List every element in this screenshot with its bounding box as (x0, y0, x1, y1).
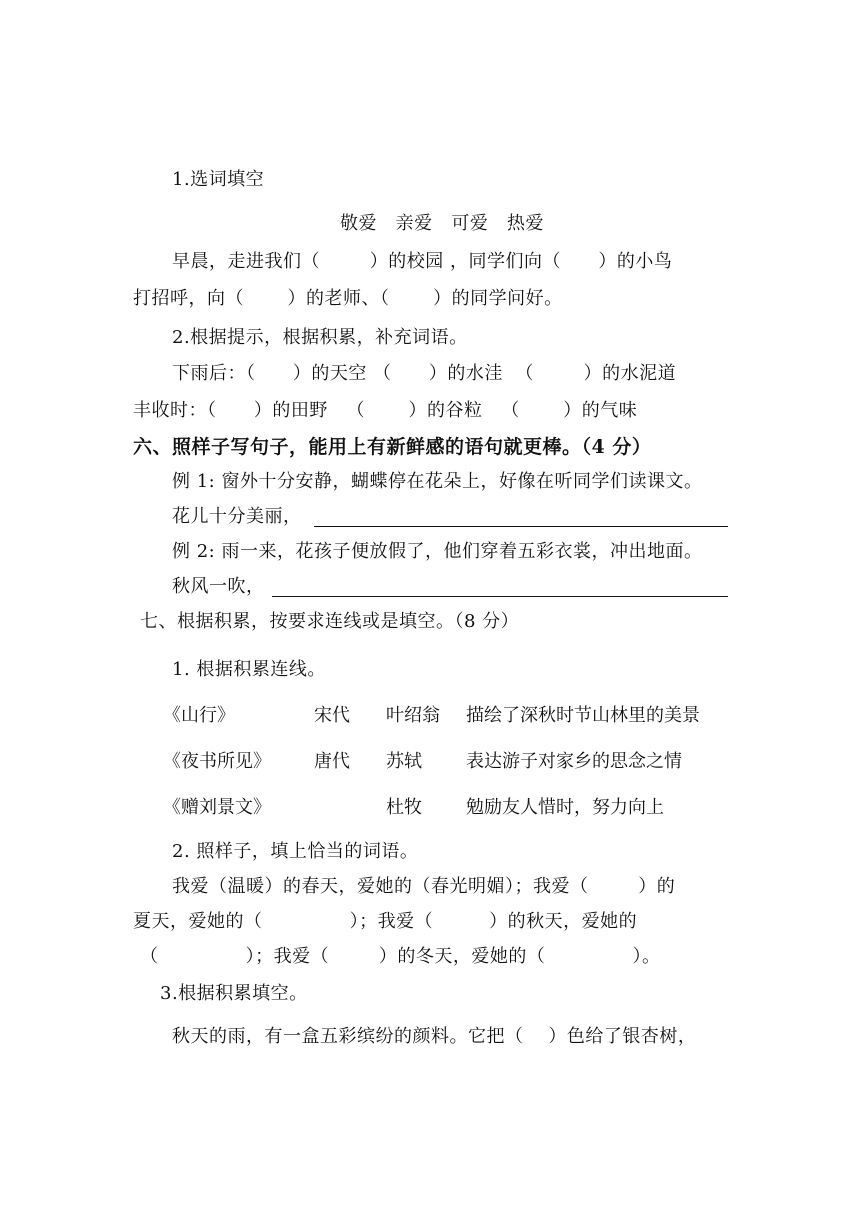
example-2: 例 2: 雨一来，花孩子便放假了，他们穿着五彩衣裳，冲出地面。 (172, 541, 703, 562)
section-7-heading: 七、根据积累，按要求连线或是填空。（8 分） (140, 611, 520, 632)
poem-description[interactable]: 勉励友人惜时，努力向上 (466, 797, 664, 818)
s7-q2-line-1: 我爱（温暖）的春天，爱她的（春光明媚）；我爱（ ）的 (172, 876, 676, 897)
answer-line-1[interactable] (314, 526, 728, 527)
s7-q3-line-1: 秋天的雨，有一盒五彩缤纷的颜料。它把（ ）色给了银杏树， (172, 1026, 697, 1047)
prompt-1: 花儿十分美丽， (172, 506, 302, 527)
section-6-heading: 六、照样子写句子，能用上有新鲜感的语句就更棒。（4 分） (133, 436, 652, 458)
s7-q2-line-2: 夏天，爱她的（ ）；我爱（ ）的秋天，爱她的 (133, 911, 638, 932)
q2-line-1: 下雨后：（ ）的天空 （ ）的水洼 （ ）的水泥道 (172, 363, 677, 384)
prompt-2: 秋风一吹， (172, 576, 265, 597)
answer-line-2[interactable] (272, 596, 728, 597)
poem-description[interactable]: 表达游子对家乡的思念之情 (466, 751, 682, 772)
poem-title[interactable]: 《赠刘景文》 (163, 797, 271, 818)
s7-q2-line-3: （ ）；我爱（ ）的冬天，爱她的（ ）。 (140, 946, 661, 967)
example-1: 例 1: 窗外十分安静，蝴蝶停在花朵上，好像在听同学们读课文。 (172, 471, 703, 492)
poem-title[interactable]: 《夜书所见》 (163, 751, 271, 772)
poem-description[interactable]: 描绘了深秋时节山林里的美景 (466, 705, 700, 726)
q2-line-2: 丰收时：（ ）的田野 （ ）的谷粒 （ ）的气味 (133, 400, 638, 421)
poem-author[interactable]: 杜牧 (386, 797, 422, 818)
s7-q2-title: 2. 照样子，填上恰当的词语。 (172, 841, 419, 862)
poem-author[interactable]: 苏轼 (386, 751, 422, 772)
q2-title: 2.根据提示，根据积累，补充词语。 (172, 327, 468, 348)
s7-q3-title: 3.根据积累填空。 (160, 983, 308, 1004)
poem-author[interactable]: 叶绍翁 (386, 705, 440, 726)
q1-title: 1.选词填空 (172, 169, 265, 190)
poem-title[interactable]: 《山行》 (163, 705, 235, 726)
q1-sentence-line-1: 早晨，走进我们（ ）的校园 ，同学们向（ ）的小鸟 (172, 251, 673, 272)
s7-q1-title: 1. 根据积累连线。 (172, 659, 326, 680)
q1-sentence-line-2: 打招呼，向（ ）的老师、（ ）的同学问好。 (133, 288, 563, 309)
poem-dynasty[interactable]: 唐代 (314, 751, 350, 772)
q1-word-bank: 敬爱 亲爱 可爱 热爱 (340, 213, 544, 234)
poem-dynasty[interactable]: 宋代 (314, 705, 350, 726)
